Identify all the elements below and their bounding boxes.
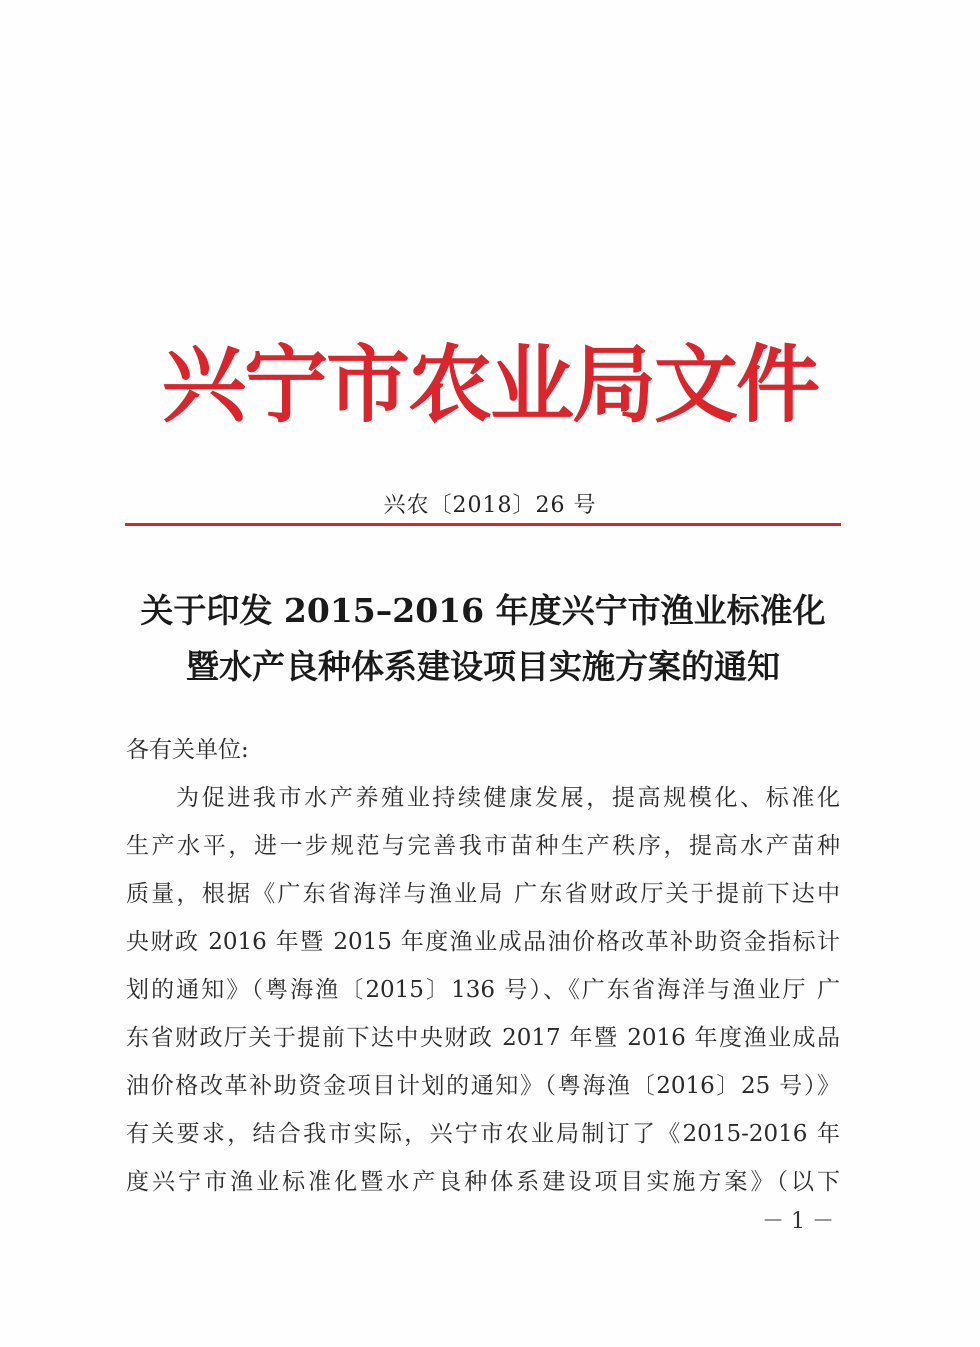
body-line: 有关要求，结合我市实际，兴宁市农业局制订了《2015-2016 年 (126, 1121, 840, 1147)
body-line: 质量，根据《广东省海洋与渔业局 广东省财政厅关于提前下达中 (126, 881, 840, 907)
title-line-1: 关于印发 2015–2016 年度兴宁市渔业标准化 (140, 591, 826, 630)
body-line: 生产水平，进一步规范与完善我市苗种生产秩序，提高水产苗种 (126, 833, 840, 859)
page-number: － 1 － (762, 1209, 834, 1234)
salutation: 各有关单位: (126, 737, 249, 763)
issuing-organization-header: 兴宁市农业局文件 (161, 335, 818, 434)
document-body (126, 726, 840, 1206)
document-number: 兴农〔2018〕26 号 (383, 493, 597, 518)
body-line: 东省财政厅关于提前下达中央财政 2017 年暨 2016 年度渔业成品 (126, 1025, 840, 1051)
body-line: 央财政 2016 年暨 2015 年度渔业成品油价格改革补助资金指标计 (126, 929, 840, 955)
body-line: 油价格改革补助资金项目计划的通知》（粤海渔〔2016〕25 号）》 (126, 1073, 840, 1099)
body-line: 为促进我市水产养殖业持续健康发展，提高规模化、标准化 (176, 785, 840, 811)
red-divider-line (125, 523, 841, 526)
document-title (100, 583, 866, 695)
body-line: 划的通知》（粤海渔〔2015〕136 号）、《广东省海洋与渔业厅 广 (126, 977, 840, 1003)
title-line-2: 暨水产良种体系建设项目实施方案的通知 (186, 647, 780, 686)
body-line: 度兴宁市渔业标准化暨水产良种体系建设项目实施方案》（以下 (126, 1169, 840, 1195)
